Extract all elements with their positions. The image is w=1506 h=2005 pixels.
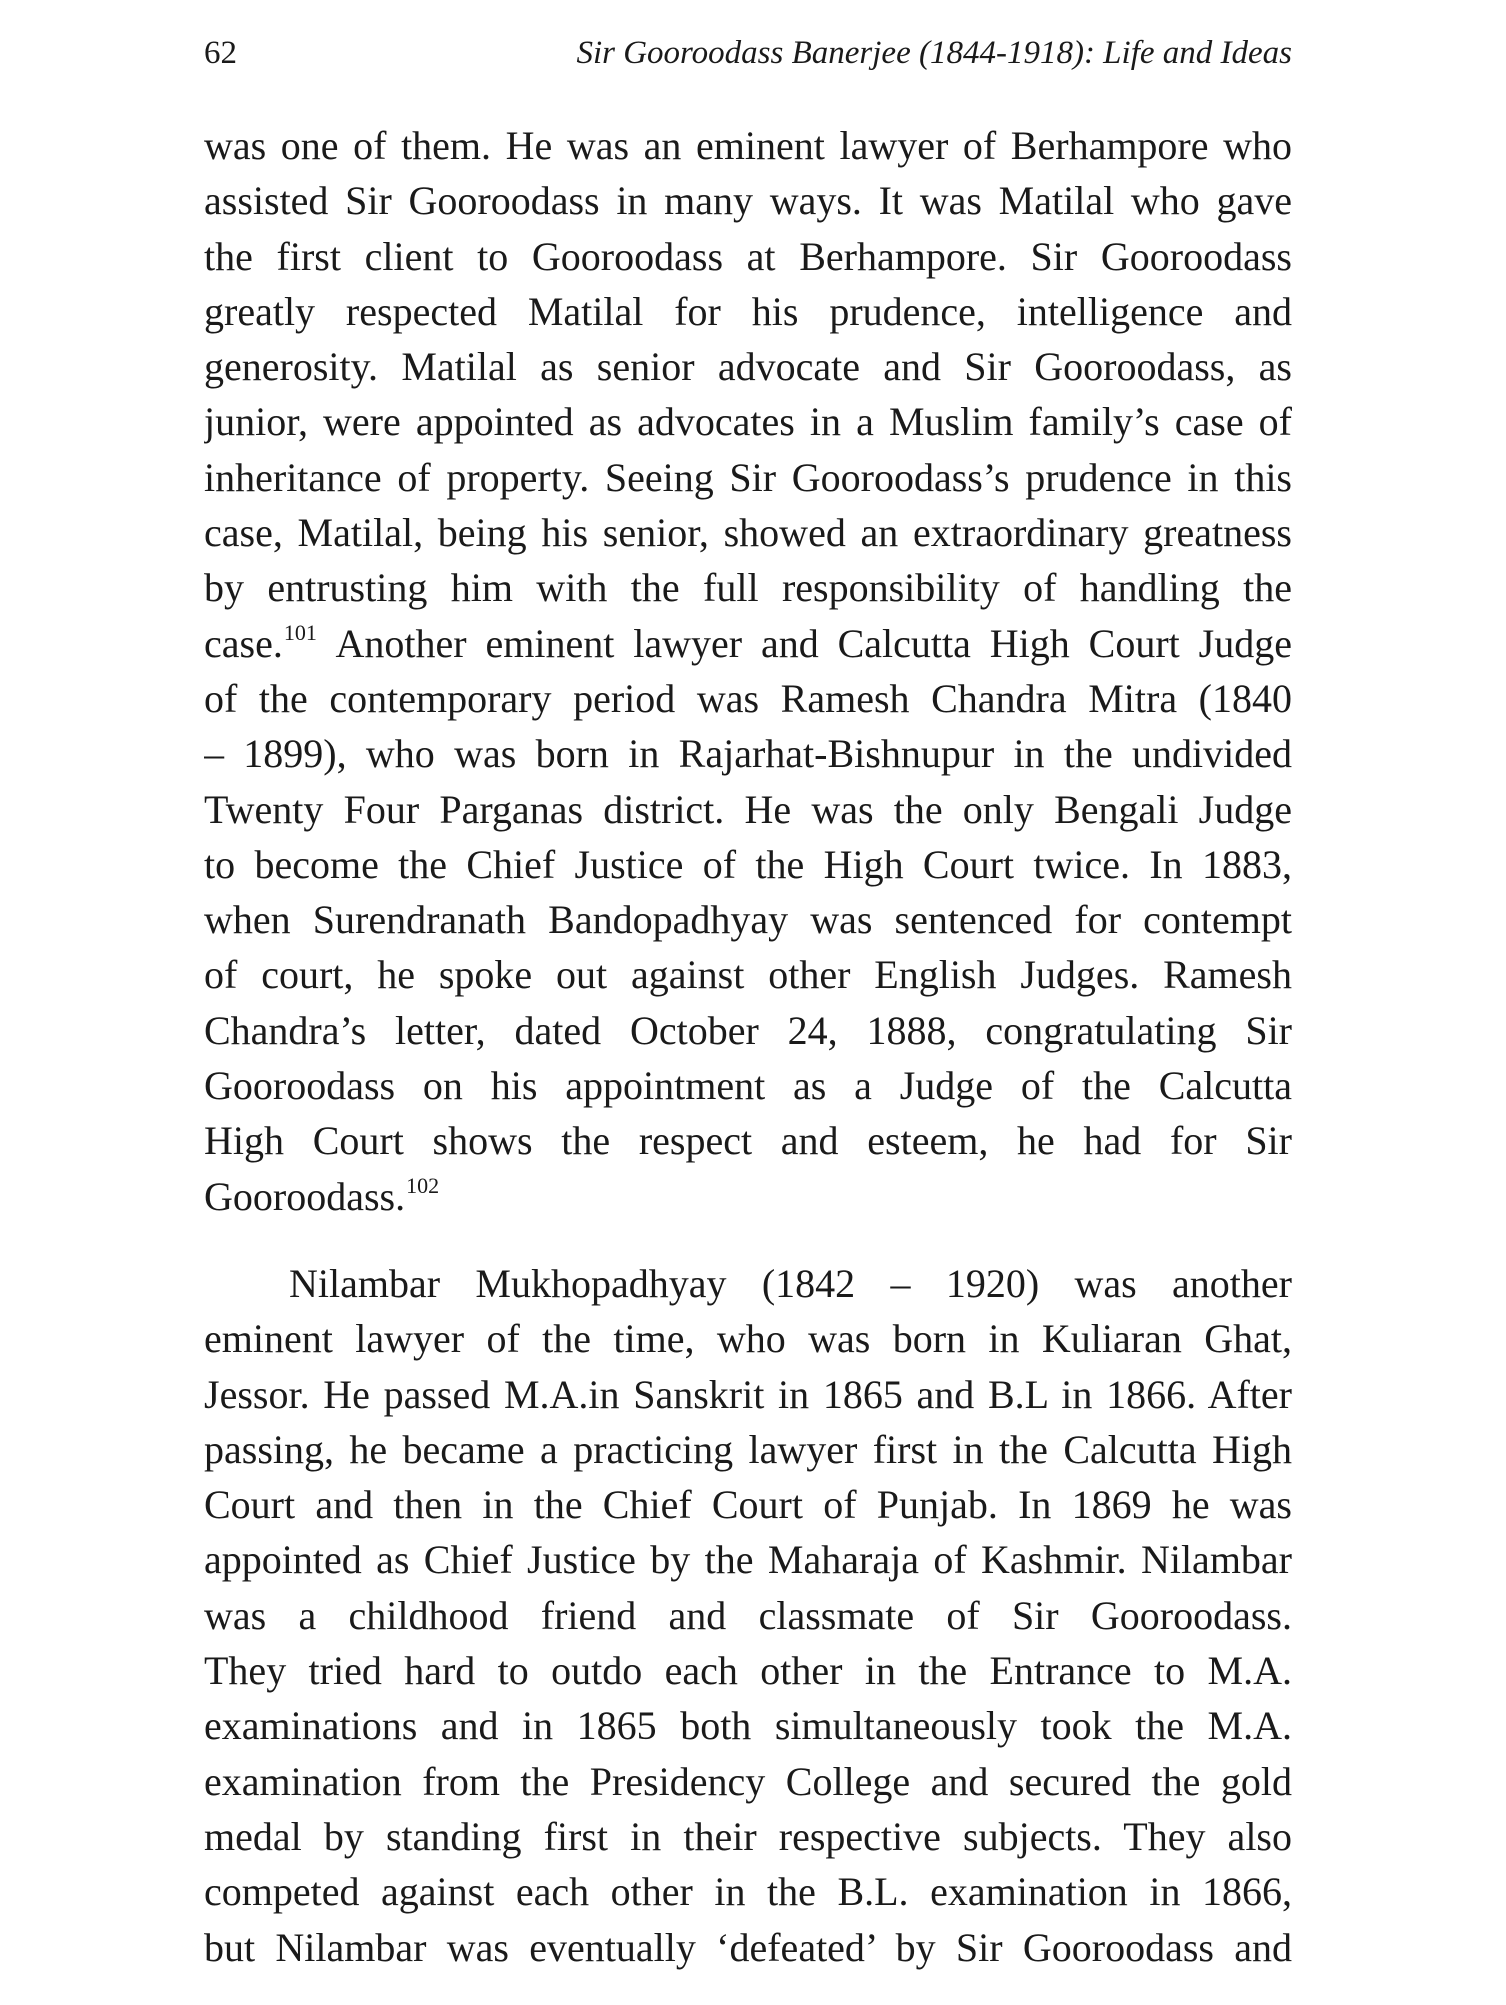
text-line: Gooroodass on his appointment as a Judge of the Calcutta xyxy=(204,1063,1292,1109)
text-line: examination from the Presidency College and secured the gold xyxy=(204,1758,1292,1804)
running-title: Sir Gooroodass Banerjee (1844-1918): Life and Ideas xyxy=(576,35,1292,71)
paragraph-gap xyxy=(204,1224,1292,1256)
line-segment: case. xyxy=(204,620,283,666)
text-line: – 1899), who was born in Rajarhat-Bishnupur in the undivided xyxy=(204,731,1292,777)
text-line: case, Matilal, being his senior, showed an extraordinary greatness xyxy=(204,510,1292,556)
text-line: passing, he became a practicing lawyer first in the Calcutta High xyxy=(204,1426,1292,1472)
footnote-ref-102: 102 xyxy=(406,1172,440,1198)
text-line-with-footnote xyxy=(204,1169,1292,1224)
text-line: They tried hard to outdo each other in the Entrance to M.A. xyxy=(204,1648,1292,1694)
text-line: was one of them. He was an eminent lawyer of Berhampore who xyxy=(204,123,1292,168)
running-head xyxy=(204,28,1292,78)
text-line: eminent lawyer of the time, who was born in Kuliaran Ghat, xyxy=(204,1316,1292,1362)
page-number: 62 xyxy=(204,35,237,71)
text-line: to become the Chief Justice of the High Court twice. In 1883, xyxy=(204,841,1292,887)
text-line: greatly respected Matilal for his prudence, intelligence and xyxy=(204,288,1292,334)
text-line: appointed as Chief Justice by the Maharaja of Kashmir. Nilambar xyxy=(204,1537,1292,1583)
text-line: of the contemporary period was Ramesh Chandra Mitra (1840 xyxy=(204,675,1292,721)
text-line: but Nilambar was eventually ‘defeated’ by Sir Gooroodass and xyxy=(204,1924,1292,1970)
text-line: examinations and in 1865 both simultaneously took the M.A. xyxy=(204,1703,1292,1749)
paragraph-2 xyxy=(204,1256,1292,1975)
text-line: generosity. Matilal as senior advocate and Sir Gooroodass, as xyxy=(204,344,1292,390)
text-line: High Court shows the respect and esteem, he had for Sir xyxy=(204,1118,1292,1164)
text-line: Chandra’s letter, dated October 24, 1888, congratulating Sir xyxy=(204,1007,1292,1053)
footnote-ref-101: 101 xyxy=(283,619,317,645)
text-line: inheritance of property. Seeing Sir Gooroodass’s prudence in this xyxy=(204,454,1292,500)
text-line: Twenty Four Parganas district. He was the only Bengali Judge xyxy=(204,786,1292,832)
text-line: by entrusting him with the full responsibility of handling the xyxy=(204,565,1292,611)
line-segment: Gooroodass. xyxy=(204,1173,406,1219)
text-line-with-footnote xyxy=(204,616,1292,671)
text-line: Court and then in the Chief Court of Punjab. In 1869 he was xyxy=(204,1482,1292,1528)
text-line: was a childhood friend and classmate of Sir Gooroodass. xyxy=(204,1592,1292,1638)
paragraph-1 xyxy=(204,118,1292,1224)
text-line: assisted Sir Gooroodass in many ways. It was Matilal who gave xyxy=(204,178,1292,224)
text-line: Jessor. He passed M.A.in Sanskrit in 1865 and B.L in 1866. After xyxy=(204,1371,1292,1417)
text-line: junior, were appointed as advocates in a Muslim family’s case of xyxy=(204,399,1292,445)
text-line: of court, he spoke out against other English Judges. Ramesh xyxy=(204,952,1292,998)
text-line: competed against each other in the B.L. examination in 1866, xyxy=(204,1869,1292,1915)
text-line: when Surendranath Bandopadhyay was sentenced for contempt xyxy=(204,897,1292,943)
text-line: the first client to Gooroodass at Berhampore. Sir Gooroodass xyxy=(204,233,1292,279)
text-line: Nilambar Mukhopadhyay (1842 – 1920) was another xyxy=(289,1260,1292,1306)
text-line: medal by standing first in their respective subjects. They also xyxy=(204,1813,1292,1859)
body-text xyxy=(204,118,1292,1975)
line-segment: Another eminent lawyer and Calcutta High Court Judge xyxy=(318,620,1292,666)
